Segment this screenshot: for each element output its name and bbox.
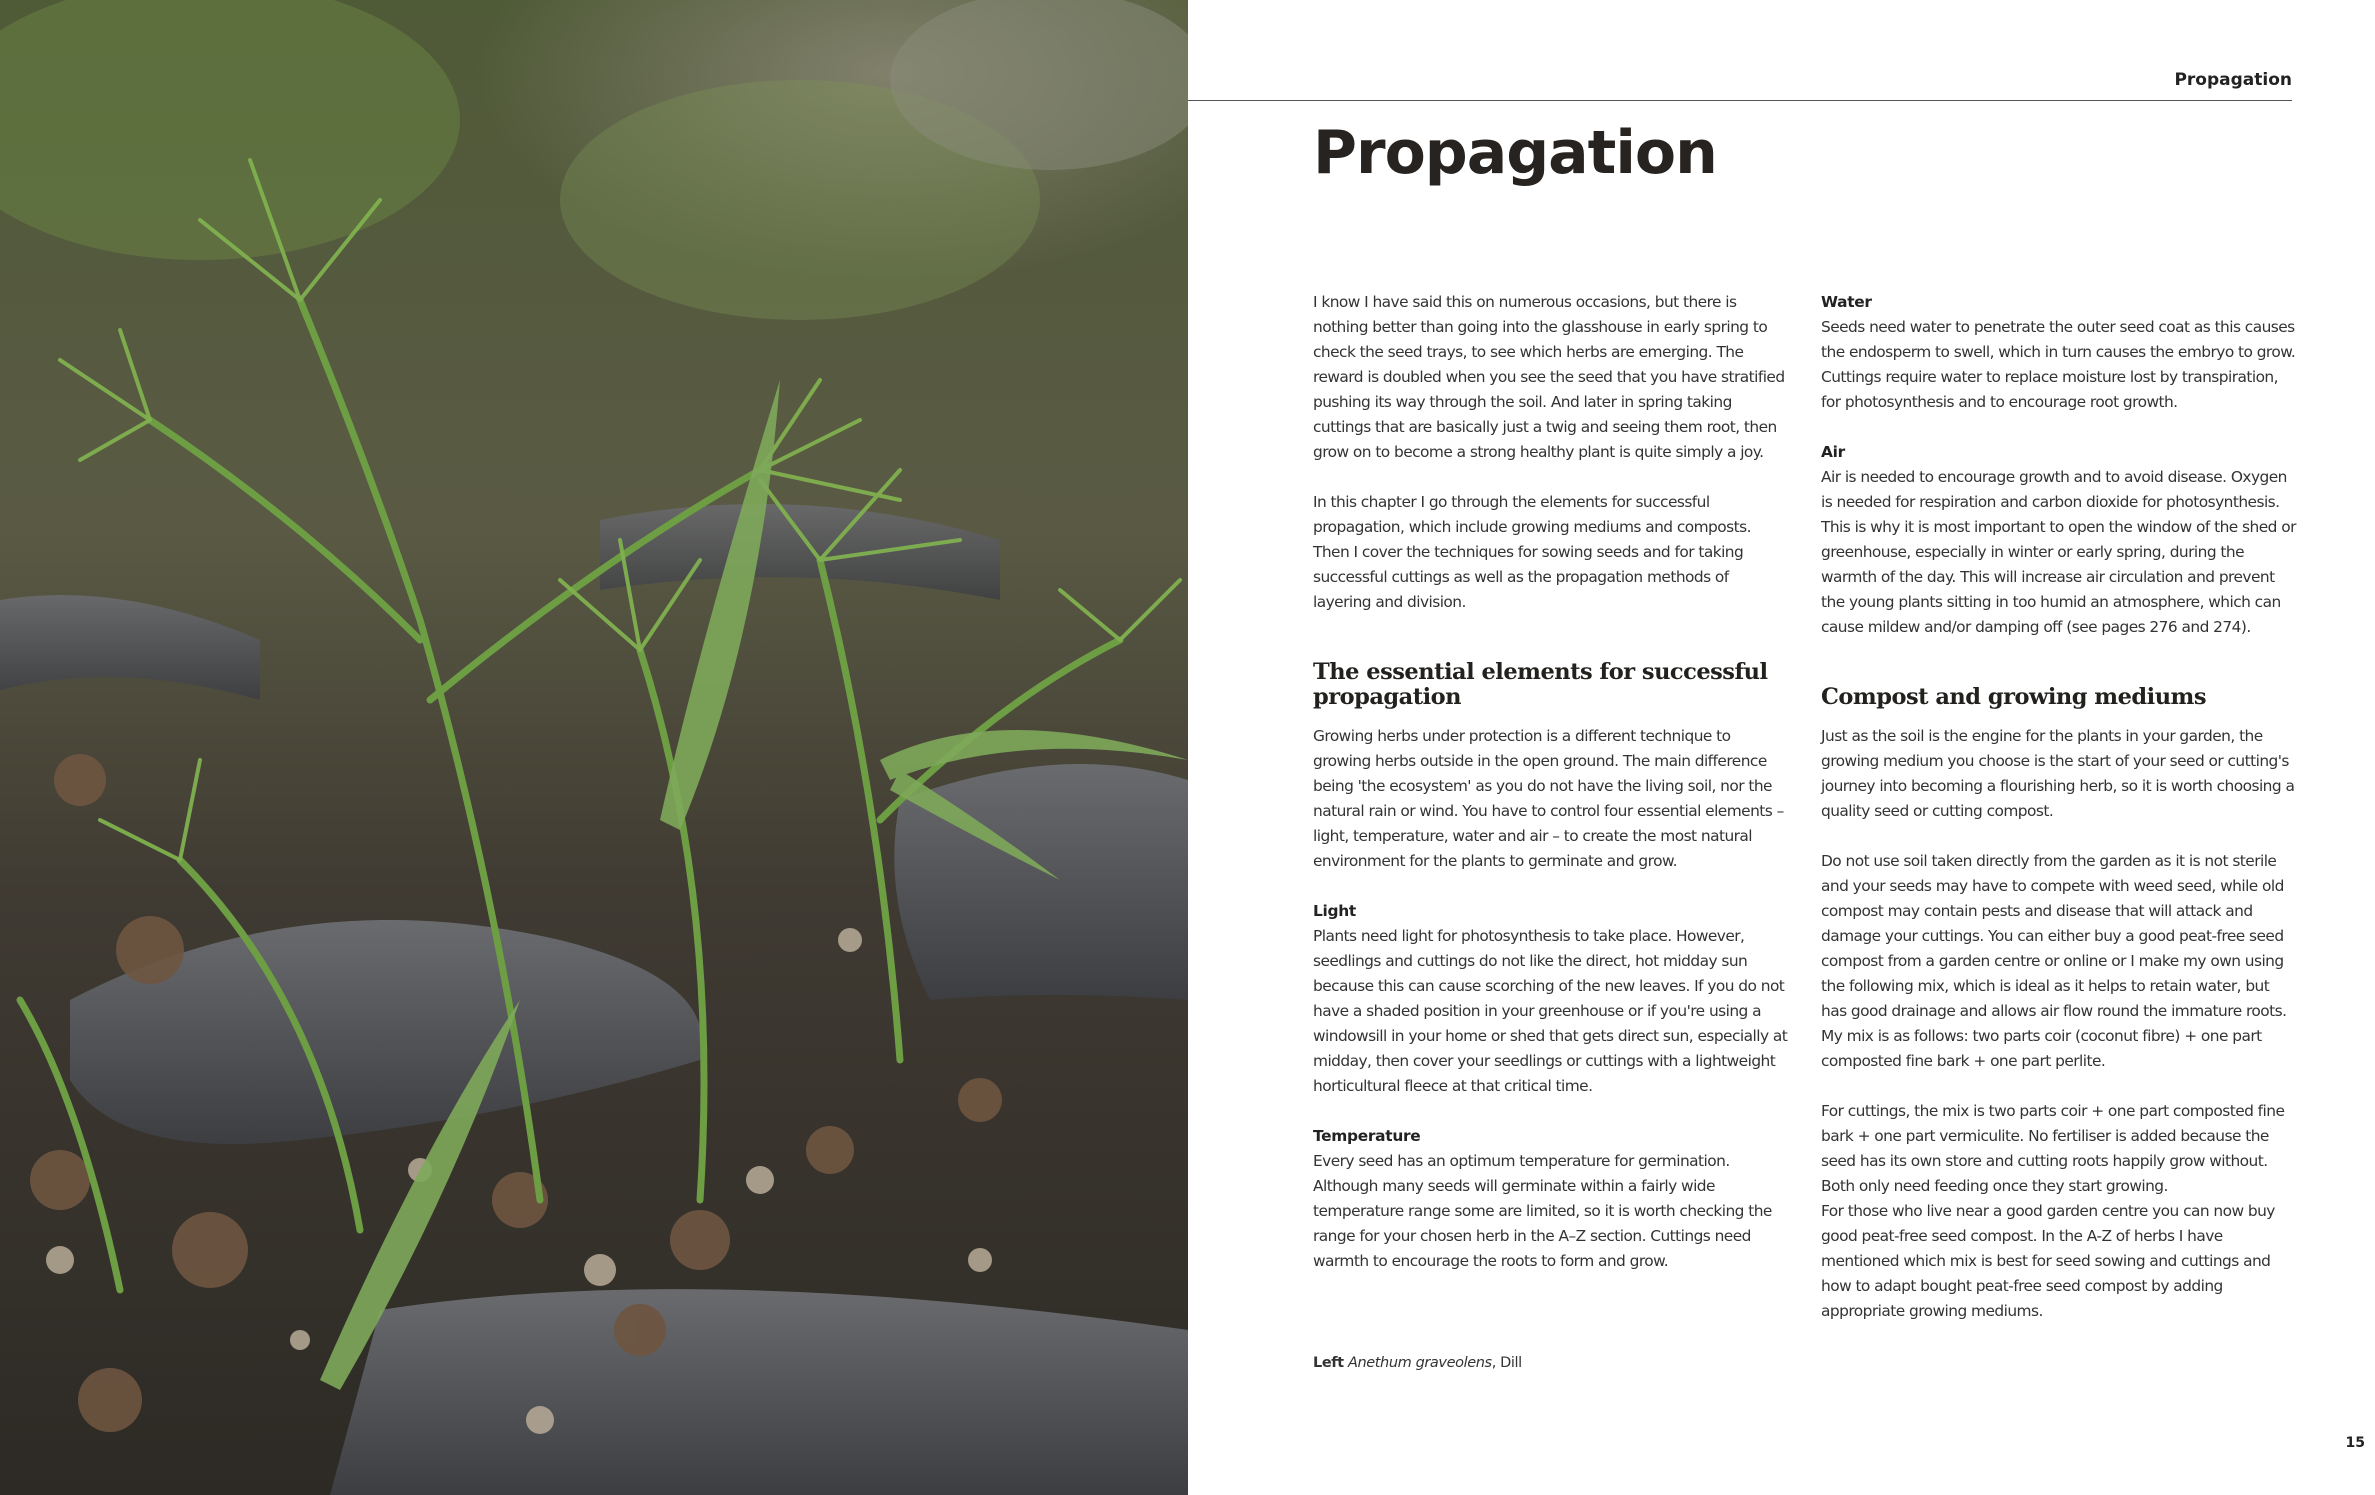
right-text-column (1821, 290, 2296, 1349)
running-head: Propagation (2174, 70, 2292, 90)
air-body: Air is needed to encourage growth and to avoid disease. Oxygen is needed for respiration and carbon dioxide for photosynthesis. This is why it is most important to open the window of the shed or greenhouse, especially in winter or early spring, during the warmth of the day. This will increase air circulation and prevent the young plants sitting in too humid an atmosphere, which can cause mildew and/or damping off (see pages 276 and 274). (1821, 468, 2296, 636)
light-body: Plants need light for photosynthesis to take place. However, seedlings and cuttings do not like the direct, hot midday sun because this can cause scorching of the new leaves. If you do not have a shaded position in your greenhouse or if you're using a windowsill in your home or shed that gets direct sun, especially at midday, then cover your seedlings or cuttings with a lightweight horticultural fleece at that critical time. (1313, 927, 1788, 1095)
compost-paragraph-1: Just as the soil is the engine for the plants in your garden, the growing medium you choose is the start of your seed or cutting's journey into becoming a flourishing herb, so it is worth choosing a quality seed or cutting compost. (1821, 727, 2295, 820)
air-heading: Air (1821, 443, 1845, 461)
caption-label: Left (1313, 1355, 1344, 1371)
caption-latin-name: Anethum graveolens (1347, 1355, 1492, 1371)
text-page (1188, 0, 2375, 1495)
page-title: Propagation (1313, 118, 1717, 188)
intro-paragraph-1: I know I have said this on numerous occasions, but there is nothing better than going into the glasshouse in early spring to check the seed trays, to see which herbs are emerging. The reward is doubled when you see the seed that you have stratified pushing its way through the soil. And later in spring taking cuttings that are basically just a twig and seeing them root, then grow on to become a strong healthy plant is quite simply a joy. (1313, 293, 1785, 461)
essential-elements-heading: The essential elements for successful propagation (1313, 659, 1768, 710)
light-heading: Light (1313, 902, 1356, 920)
essential-elements-body: Growing herbs under protection is a different technique to growing herbs outside in the open ground. The main difference being 'the ecosystem' as you do not have the living soil, nor the natural rain or wind. You have to control four essential elements – light, temperature, water and air – to create the most natural environment for the plants to germinate and grow. (1313, 727, 1784, 870)
left-text-column (1313, 290, 1788, 1299)
header-rule (1188, 100, 2292, 101)
temperature-body: Every seed has an optimum temperature for germination. Although many seeds will germinate within a fairly wide temperature range some are limited, so it is worth checking the range for your chosen herb in the A–Z section. Cuttings need warmth to encourage the roots to form and grow. (1313, 1152, 1772, 1270)
compost-heading: Compost and growing mediums (1821, 684, 2207, 710)
intro-paragraph-2: In this chapter I go through the elements for successful propagation, which include growing mediums and composts. Then I cover the techniques for sowing seeds and for taking successful cuttings as well as the propagation methods of layering and division. (1313, 493, 1751, 611)
page-number: 15 (2345, 1435, 2365, 1451)
compost-paragraph-3: For cuttings, the mix is two parts coir + one part composted fine bark + one part vermiculite. No fertiliser is added because the seed has its own store and cutting roots happily grow without. Both only need feeding once they start growing. (1821, 1102, 2285, 1195)
water-body: Seeds need water to penetrate the outer seed coat as this causes the endosperm to swell, which in turn causes the embryo to grow. Cuttings require water to replace moisture lost by transpiration, for photosynthesis and to encourage root growth. (1821, 318, 2296, 411)
water-heading: Water (1821, 293, 1872, 311)
photo-caption (1313, 1355, 1522, 1371)
compost-paragraph-4: For those who live near a good garden centre you can now buy good peat-free seed compost. In the A-Z of herbs I have mentioned which mix is best for seed sowing and cuttings and how to adapt bought peat-free seed compost by adding appropriate growing mediums. (1821, 1202, 2275, 1320)
caption-common-name: , Dill (1491, 1355, 1522, 1371)
temperature-heading: Temperature (1313, 1127, 1421, 1145)
compost-paragraph-2: Do not use soil taken directly from the garden as it is not sterile and your seeds may have to compete with weed seed, while old compost may contain pests and disease that will attack and damage your cuttings. You can either buy a good peat-free seed compost from a garden centre or online or I make my own using the following mix, which is ideal as it helps to retain water, but has good drainage and allows air flow round the immature roots. My mix is as follows: two parts coir (coconut fibre) + one part composted fine bark + one part perlite. (1821, 852, 2287, 1070)
